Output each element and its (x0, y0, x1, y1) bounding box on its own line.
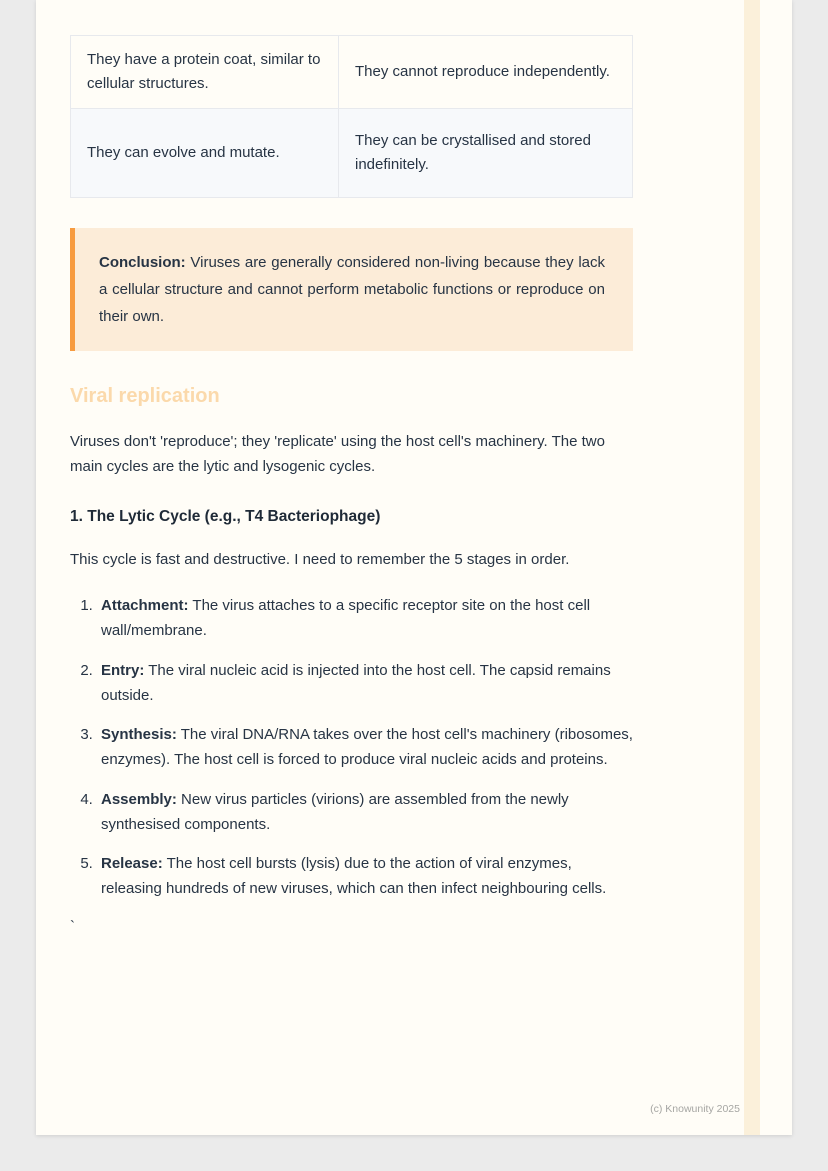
table-row (71, 109, 633, 198)
step-label: Synthesis: (101, 726, 177, 744)
list-item (97, 852, 633, 902)
step-text: New virus particles (virions) are assembled from the newly synthesised components. (101, 790, 569, 833)
step-text: The virus attaches to a specific receptor site on the host cell wall/membrane. (101, 597, 591, 639)
lytic-cycle-steps (70, 594, 633, 902)
step-text: The viral DNA/RNA takes over the host cell's machinery (ribosomes, enzymes). The host cell is forced to produce viral nucleic acids and proteins. (101, 726, 633, 768)
list-item (97, 594, 633, 644)
table-cell: They can be crystallised and stored indefinitely. (339, 109, 633, 198)
conclusion-text (99, 249, 605, 330)
comparison-table (70, 35, 633, 198)
document-page (36, 0, 792, 1135)
list-item (97, 659, 633, 709)
step-label: Attachment: (101, 597, 189, 615)
list-item (97, 723, 633, 773)
step-text: The viral nucleic acid is injected into the host cell. The capsid remains outside. (101, 661, 611, 704)
step-label: Assembly: (101, 790, 177, 808)
list-item (97, 788, 633, 838)
document-content (70, 35, 633, 935)
step-label: Release: (101, 855, 163, 873)
page-edge-stripe (744, 0, 760, 1135)
lead-paragraph: This cycle is fast and destructive. I need to remember the 5 stages in order. (70, 550, 570, 568)
lytic-cycle-subheading: 1. The Lytic Cycle (e.g., T4 Bacteriophage) (70, 507, 381, 525)
conclusion-label: Conclusion: (99, 254, 186, 271)
stray-character: ` (70, 917, 75, 935)
section-heading: Viral replication (70, 385, 220, 407)
conclusion-callout (70, 228, 633, 351)
table-cell: They have a protein coat, similar to cellular structures. (71, 36, 339, 109)
table-cell: They cannot reproduce independently. (339, 36, 633, 109)
table-cell: They can evolve and mutate. (71, 109, 339, 198)
copyright-footer: (c) Knowunity 2025 (650, 1103, 740, 1115)
conclusion-body: Viruses are generally considered non-living because they lack a cellular structure and cannot perform metabolic functions or reproduce on their own. (99, 254, 605, 325)
table-row (71, 36, 633, 109)
step-text: The host cell bursts (lysis) due to the action of viral enzymes, releasing hundreds of new viruses, which can then infect neighbouring cells. (101, 855, 607, 897)
intro-paragraph: Viruses don't 'reproduce'; they 'replicate' using the host cell's machinery. The two main cycles are the lytic and lysogenic cycles. (70, 433, 605, 475)
step-label: Entry: (101, 661, 145, 679)
